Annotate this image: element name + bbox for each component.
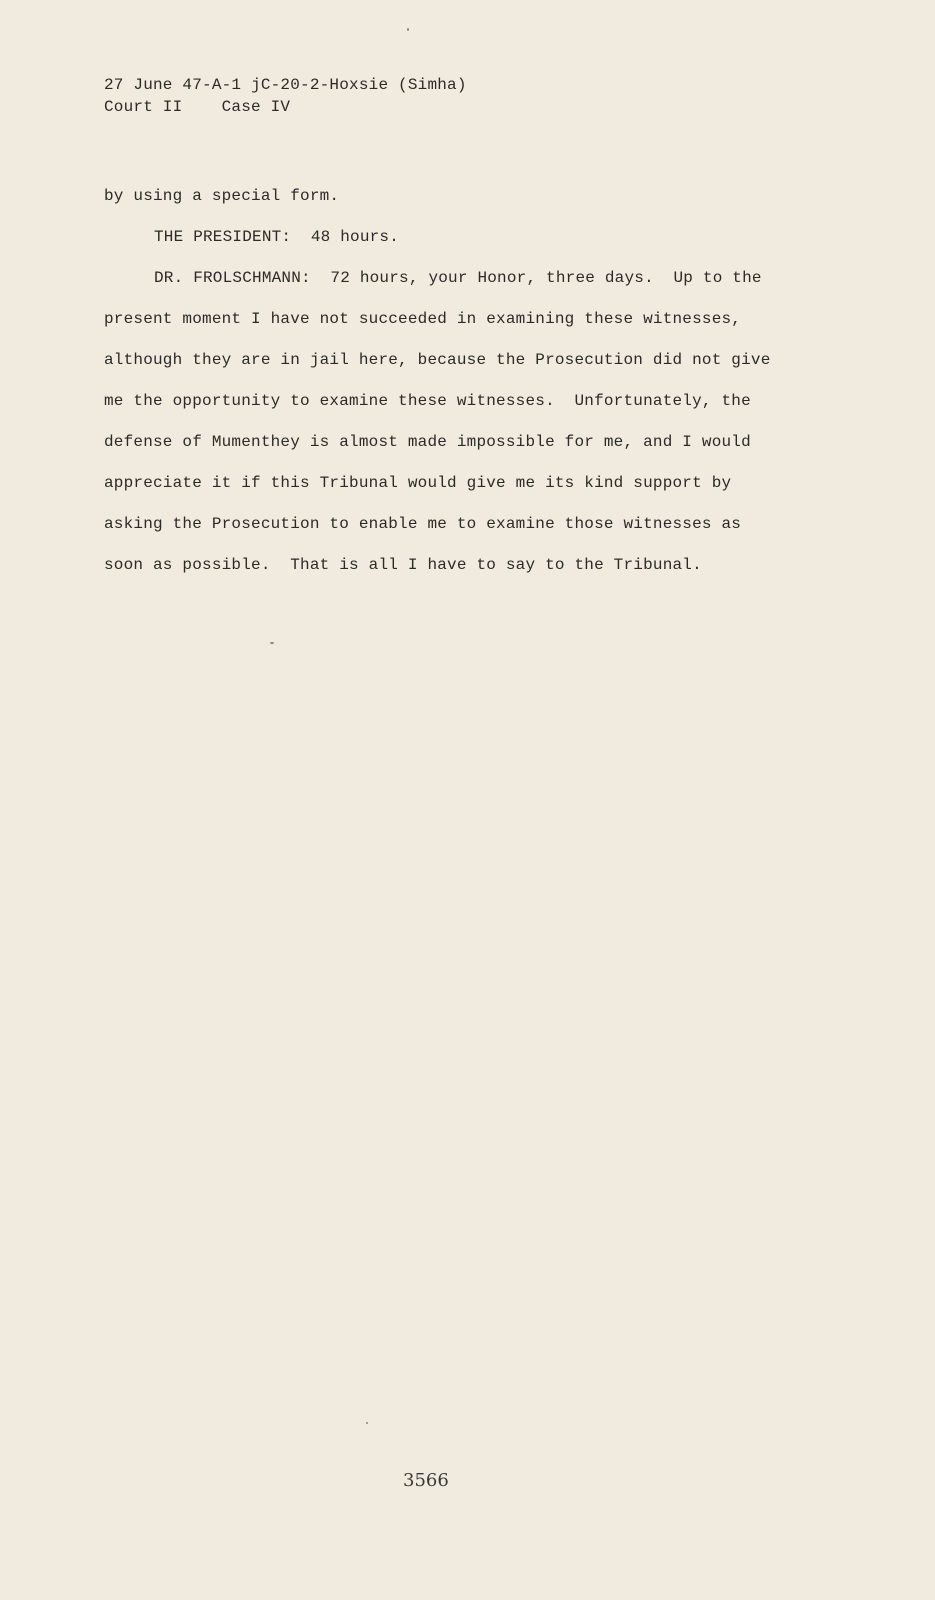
paper-speck [407, 28, 409, 31]
transcript-line: THE PRESIDENT: 48 hours. [154, 228, 400, 246]
transcript-line: although they are in jail here, because the Prosecution did not give [104, 351, 771, 369]
transcript-line: DR. FROLSCHMANN: 72 hours, your Honor, three days. Up to the [154, 269, 762, 287]
transcript-line: appreciate it if this Tribunal would give me its kind support by [104, 474, 732, 492]
header-line-court: Court II Case IV [104, 98, 291, 116]
paper-speck [366, 1422, 368, 1424]
header-line-date: 27 June 47-A-1 jC-20-2-Hoxsie (Simha) [104, 76, 467, 94]
transcript-line: defense of Mumenthey is almost made impossible for me, and I would [104, 433, 751, 451]
transcript-line: soon as possible. That is all I have to say to the Tribunal. [104, 556, 702, 574]
transcript-line: me the opportunity to examine these witnesses. Unfortunately, the [104, 392, 751, 410]
paper-speck [270, 642, 274, 644]
transcript-line: present moment I have not succeeded in examining these witnesses, [104, 310, 742, 328]
document-header [104, 74, 467, 118]
transcript-body [104, 176, 824, 586]
transcript-line: by using a special form. [104, 187, 340, 205]
transcript-line: asking the Prosecution to enable me to examine those witnesses as [104, 515, 742, 533]
page-number: 3566 [403, 1470, 449, 1491]
